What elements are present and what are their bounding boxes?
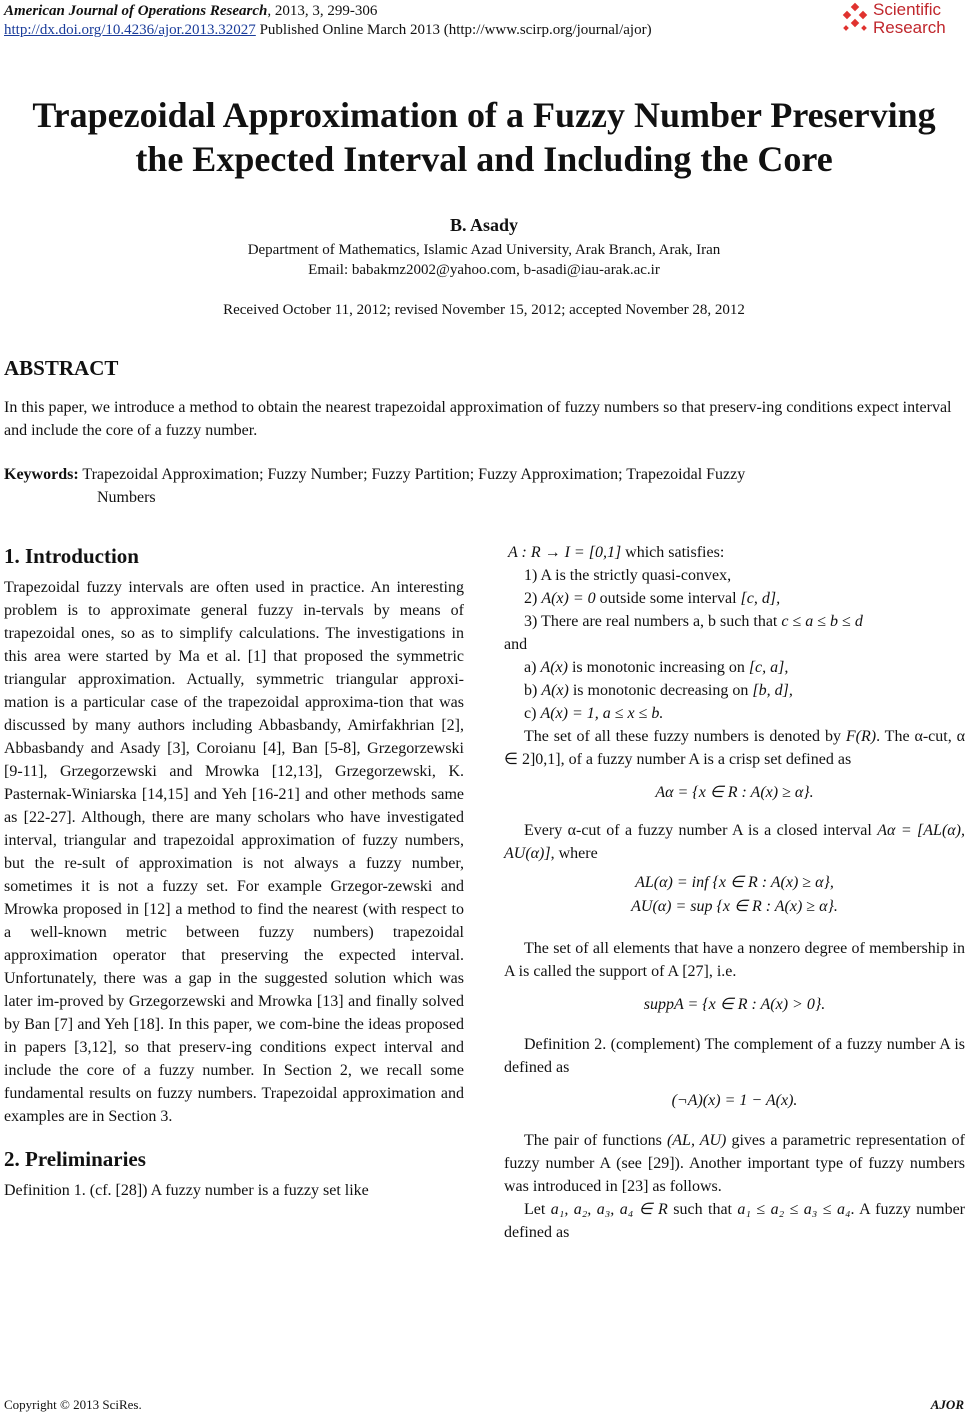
journal-abbreviation: AJOR [930,1397,964,1412]
alpha-cut-formula: Aα = {x ∈ R : A(x) ≥ α}. [655,784,814,801]
published-info: Published Online March 2013 (http://www.scirp.org/journal/ajor) [255,22,652,38]
title-line-2: the Expected Interval and Including the Core [135,139,833,179]
condition-b-text: is monotonic decreasing on [568,682,753,699]
keywords-line-1: Trapezoidal Approximation; Fuzzy Number; Fuzzy Partition; Fuzzy Approximation; Trapezoidal Fuzzy [78,466,746,483]
email: Email: babakmz2002@yahoo.com, b-asadi@iau-arak.ac.ir [308,262,660,278]
let-paragraph [504,1198,965,1244]
condition-a-text: is monotonic increasing on [567,659,749,676]
support-formula: suppA = {x ∈ R : A(x) > 0}. [643,996,826,1013]
condition-a-interval: [c, a], [748,659,789,676]
copyright: Copyright © 2013 SciRes. [4,1397,142,1412]
complement-formula: (¬A)(x) = 1 − A(x). [671,1092,798,1109]
let-mid: such that [667,1201,738,1218]
condition-a: a) A(x) is monotonic increasing on [c, a], [524,659,789,676]
received-dates: Received October 11, 2012; revised November 15, 2012; accepted November 28, 2012 [223,302,745,318]
section-heading-introduction: 1. Introduction [4,544,139,568]
condition-3-formula: c ≤ a ≤ b ≤ d [781,613,863,630]
condition-c-formula: A(x) = 1, a ≤ x ≤ b. [540,705,664,722]
pair-text-pre: The pair of functions [524,1132,667,1149]
pair-formula: (AL, AU) [666,1132,727,1149]
logo-line-1: Scientific [873,0,942,19]
alpha-cut-text: . The α-cut, α ∈ 2]0,1], of a fuzzy number A is a crisp set defined as [504,728,966,768]
al-formula: AL(α) = inf {x ∈ R : A(x) ≥ α}, [635,874,834,891]
condition-2-interval: [c, d], [740,590,781,607]
keywords [4,463,964,509]
condition-b-interval: [b, d], [752,682,793,699]
every-alpha-cut-paragraph [504,819,965,865]
journal-info: , 2013, 3, 299-306 [267,3,378,19]
scientific-research-logo-icon [840,4,870,34]
affiliation: Department of Mathematics, Islamic Azad University, Arak Branch, Arak, Iran [247,242,721,258]
let-formula-1: a₁, a₂, a₃, a₄ ∈ R [550,1201,668,1218]
right-column [504,541,965,1244]
condition-1: 1) A is the strictly quasi-convex, [524,567,732,584]
mapping-line [504,541,965,564]
doi-line [4,21,652,40]
doi-link[interactable]: http://dx.doi.org/10.4236/ajor.2013.32027 [4,22,256,38]
mapping-suffix: which satisfies: [621,544,725,561]
definition-2: Definition 2. (complement) The complement of a fuzzy number A is defined as [504,1036,965,1076]
au-formula: AU(α) = sup {x ∈ R : A(x) ≥ α}. [631,898,838,915]
condition-b: b) A(x) is monotonic decreasing on [b, d], [524,682,793,699]
pair-paragraph [504,1129,965,1198]
condition-2: 2) A(x) = 0 outside some interval [c, d], [524,590,781,607]
support-paragraph: The set of all elements that have a nonzero degree of membership in A is called the support of A [27], i.e. [504,940,965,980]
abstract-text: In this paper, we introduce a method to obtain the nearest trapezoidal approximation of fuzzy numbers so that preserv-ing conditions expect interval and include the core of a fuzzy number. [4,399,952,439]
mapping-formula: A : R → I = [0,1] [508,544,622,561]
fuzzy-set-formula: F(R) [845,728,877,745]
left-column [4,542,464,1202]
journal-name: American Journal of Operations Research [4,3,268,19]
title-line-1: Trapezoidal Approximation of a Fuzzy Number Preserving [32,95,936,135]
condition-a-formula: A(x) [540,659,568,676]
every-where: , where [550,845,598,862]
logo-line-2: Research [873,18,946,37]
condition-2-formula: A(x) = 0 [541,590,596,607]
let-formula-2: a₁ ≤ a₂ ≤ a₃ ≤ a₄ [737,1201,851,1218]
abstract-heading: ABSTRACT [4,356,119,380]
every-text: Every α-cut of a fuzzy number A is a closed interval [524,822,872,839]
definition-1: Definition 1. (cf. [28]) A fuzzy number is a fuzzy set like [4,1182,369,1199]
condition-c: c) A(x) = 1, a ≤ x ≤ b. [524,705,664,722]
affiliation-block [0,240,968,280]
section-heading-preliminaries: 2. Preliminaries [4,1147,146,1171]
let-post: . A fuzzy number defined as [504,1201,966,1241]
let-pre: Let [524,1201,551,1218]
introduction-paragraph: Trapezoidal fuzzy intervals are often used in practice. An interesting problem is to approximate general fuzzy in-tervals by means of trapezoidal ones, so as to simplify calculations. The investigations in this area were started by Ma et al. [1] that proposed the symmetric triangular approximation. Actually, symmetric triangular approxi-mation is a particular case of the trapezoidal approxima-tion that was discussed by many authors including Abbasbandy, Amirfakhrian [2], Abbasbandy and Asady [3], Coroianu [4], Ban [5-8], Grzegorzewski [9-11], Grzegorzewski and Mrowka [12,13], Grzegorzewski, K. Pasternak-Winiarska [14,15] and Yeh [16-21] and other methods same as [22-27]. Although, there are many scholars who have investigated interval, triangular and trapezoidal approximation of fuzzy numbers, but the re-sult of approximation is not always a fuzzy number, sometimes it is not a fuzzy set. For example Grzegor-zewski and Mrowka proposed in [12] a method to find the nearest (with respect to a well-known metric between fuzzy numbers) trapezoidal approximation operator that preserving the expected interval. Unfortunately, there was a gap in the suggested solution which was later im-proved by Grzegorzewski and Mrowka [13] and finally solved by Ban [7] and Yeh [18]. In this paper, we com-bine the ideas proposed in papers [3,12], so that preserv-ing conditions expect interval and include the core of a fuzzy number. In Section 2, we recall some fundamental results on fuzzy numbers. Trapezoidal approximation and examples are in Section 3. [4,579,464,1125]
every-formula: Aα = [AL(α), AU(α)] [504,822,965,862]
journal-citation [4,2,377,21]
article-title [0,93,968,181]
fuzzy-set-text: The set of all these fuzzy numbers is denoted by [524,728,841,745]
condition-b-formula: A(x) [541,682,569,699]
logo-wordmark [873,1,946,37]
condition-2-text: outside some interval [595,590,741,607]
condition-3 [504,610,965,633]
fuzzy-set-paragraph [504,725,965,771]
author: B. Asady [449,215,519,235]
condition-3-text: 3) There are real numbers a, b such that [524,613,782,630]
pair-text-post: gives a parametric representation of fuzzy number A (see [29]). Another important type of fuzzy numbers was introduced in [23] as follows. [504,1132,966,1195]
publisher-logo [840,2,964,40]
and-text: and [504,636,528,653]
keywords-label: Keywords: [4,466,79,483]
keywords-line-2: Numbers [97,489,156,506]
